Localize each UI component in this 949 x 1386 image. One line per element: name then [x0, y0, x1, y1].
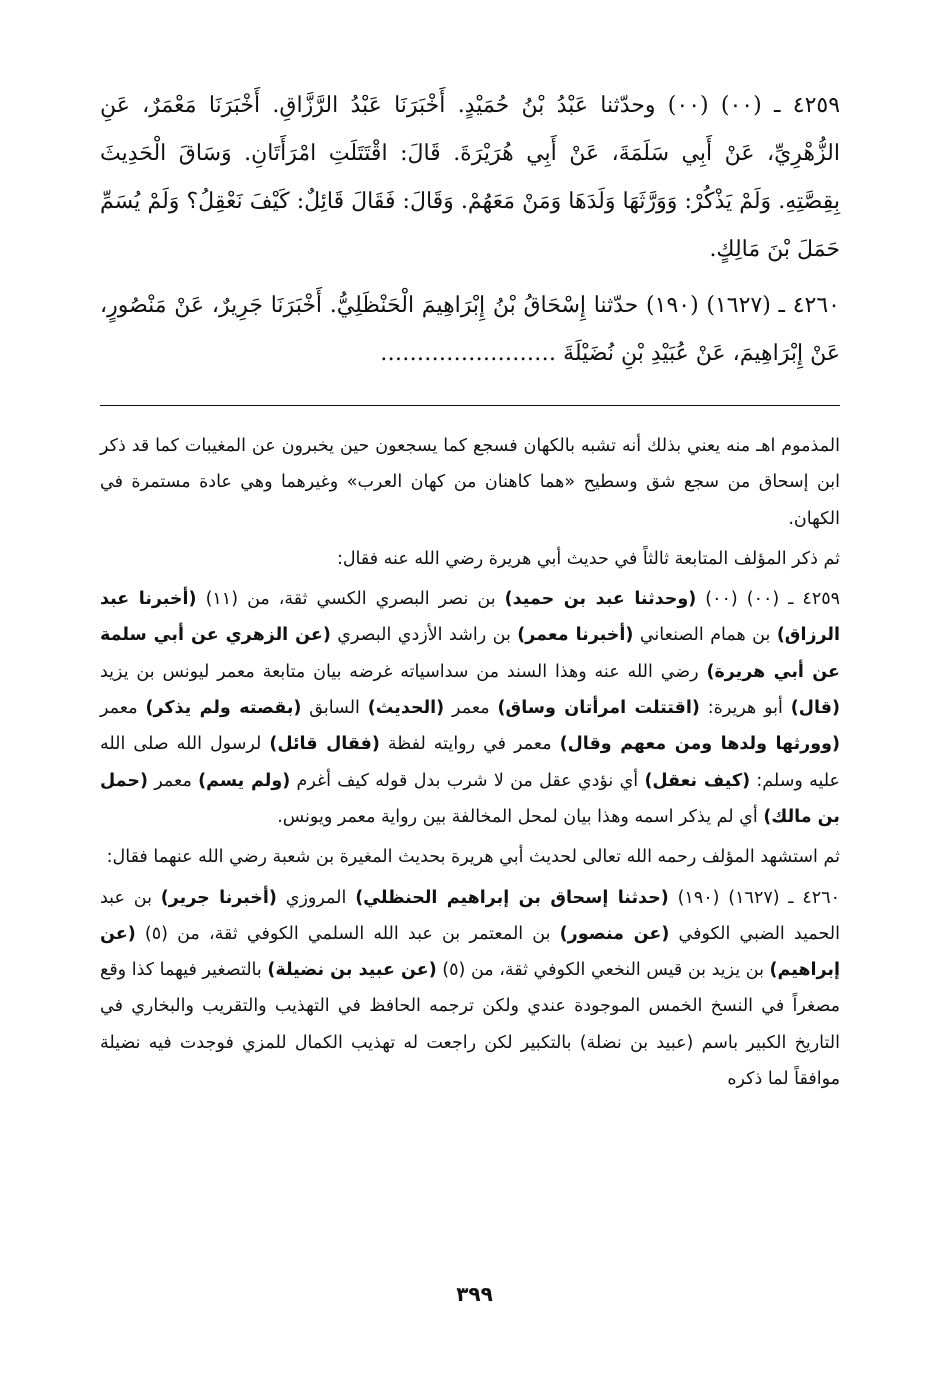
hadith-text-4259 [100, 82, 840, 274]
text-segment: معمر [100, 698, 146, 719]
text-segment: معمر [147, 770, 199, 791]
text-segment: أبو هريرة: [699, 698, 791, 719]
text-segment: بن راشد الأزدي البصري [330, 625, 518, 646]
text-segment: بن يزيد بن قيس النخعي الكوفي ثقة، من (٥) [436, 960, 770, 981]
commentary-paragraph [100, 581, 840, 835]
bold-quoted-text: (عن منصور) [559, 923, 670, 944]
text-segment: ٤٢٥٩ ـ (٠٠) (٠٠) [696, 589, 841, 610]
bold-quoted-text: (أخبرنا معمر) [517, 625, 634, 646]
bold-quoted-text: (كيف نعقل) [644, 770, 751, 791]
text-segment: معمر في روايته لفظة [379, 734, 560, 755]
bold-quoted-text: (حمل بن مالك) [100, 770, 840, 827]
text-segment: بن عبد الحميد الضبي الكوفي [100, 887, 841, 944]
bold-quoted-text: (بقصته ولم يذكر) [145, 698, 302, 719]
text-segment: ٤٢٦٠ ـ (١٦٢٧) (١٩٠) [668, 887, 841, 908]
bold-quoted-text: (أخبرنا عبد الرزاق) [100, 589, 840, 646]
bold-quoted-text: (فقال قائل) [269, 734, 380, 755]
text-segment: بن همام الصنعاني [633, 625, 777, 646]
bold-quoted-text: (اقتتلت امرأتان وساق) [497, 698, 700, 719]
text-segment: …………………… [380, 341, 557, 366]
text-segment: بن نصر البصري الكسي ثقة، من (١١) [196, 589, 505, 610]
text-segment: بالتصغير فيهما كذا وقع مصغراً في النسخ الخمس الموجودة عندي ولكن ترجمه الحافظ في التهذيب والتقريب والبخاري في التاريخ الكبير باسم (عبيد بن نضلة) بالتكبير لكن راجعت له تهذيب الكمال للمزي فوجدت فيه نضيلة موافقاً لما ذكره [100, 960, 840, 1090]
bold-quoted-text: (عن عبيد بن نضيلة) [267, 960, 437, 981]
bold-quoted-text: (أخبرنا جرير) [160, 887, 277, 908]
text-segment: لرسول الله صلى الله عليه وسلم: [100, 734, 840, 791]
text-segment: المذموم اهـ منه يعني بذلك أنه تشبه بالكهان فسجع كما يسجعون حين يخبرون عن المغيبات كما قد ذكر ابن إسحاق من سجع شق وسطيح «هما كاهنان من كهان العرب» وغيرهما وهي عادة مستمرة في الكهان. [100, 436, 840, 529]
commentary-paragraph [100, 541, 840, 577]
bold-quoted-text: (ولم يسم) [198, 770, 291, 791]
commentary-section [100, 428, 840, 1097]
bold-quoted-text: (عن الزهري عن أبي سلمة عن أبي هريرة) [100, 625, 841, 682]
bold-quoted-text: (الحديث) [367, 698, 445, 719]
text-segment: معمر [444, 698, 498, 719]
commentary-paragraph [100, 839, 840, 875]
text-segment: رضي الله عنه وهذا السند من سداسياته غرضه بيان متابعة معمر ليونس بن يزيد [100, 661, 707, 682]
bold-quoted-text: (وحدثنا عبد بن حميد) [504, 589, 697, 610]
text-segment: السابق [301, 698, 368, 719]
hadith-text-4260 [100, 282, 840, 378]
text-segment: ثم استشهد المؤلف رحمه الله تعالى لحديث أبي هريرة بحديث المغيرة بن شعبة رضي الله عنهما فقال: [106, 847, 840, 868]
bold-quoted-text: (عن إبراهيم) [100, 923, 840, 981]
commentary-paragraph [100, 428, 840, 537]
text-segment: أي نؤدي عقل من لا شرب بدل قوله كيف أغرم [290, 770, 645, 791]
text-segment: المروزي [276, 887, 356, 908]
commentary-paragraph [100, 880, 840, 1098]
footnote-separator-line [100, 405, 840, 406]
bold-quoted-text: (قال) [790, 698, 841, 719]
text-segment: بن المعتمر بن عبد الله السلمي الكوفي ثقة، من (٥) [135, 923, 560, 944]
text-segment: ٤٢٥٩ ـ (٠٠) (٠٠) وحدّثنا عَبْدُ بْنُ حُمَيْدٍ. أَخْبَرَنَا عَبْدُ الرَّزَّاقِ. أَخْبَرَنَا مَعْمَرٌ، عَنِ الزُّهْرِيِّ، عَنْ أَبِي سَلَمَةَ، عَنْ أَبِي هُرَيْرَةَ. قَالَ: اقْتَتَلَتِ امْرَأَتَانِ. وَسَاقَ الْحَدِيثَ بِقِصَّتِهِ. وَلَمْ يَذْكُرْ: وَوَرَّثَهَا وَلَدَهَا وَمَنْ مَعَهُمْ. وَقَالَ: فَقَالَ قَائِلٌ: كَيْفَ نَعْقِلُ؟ وَلَمْ يُسَمِّ حَمَلَ بْنَ مَالِكٍ. [100, 93, 841, 262]
bold-quoted-text: (حدثنا إسحاق بن إبراهيم الحنظلي) [355, 887, 669, 908]
text-segment: ثم ذكر المؤلف المتابعة ثالثاً في حديث أبي هريرة رضي الله عنه فقال: [336, 548, 840, 569]
text-segment: أي لم يذكر اسمه وهذا بيان لمحل المخالفة بين رواية معمر ويونس. [277, 806, 764, 827]
text-segment: ٤٢٦٠ ـ (١٦٢٧) (١٩٠) حدّثنا إِسْحَاقُ بْنُ إِبْرَاهِيمَ الْحَنْظَلِيُّ. أَخْبَرَنَا جَرِيرٌ، عَنْ مَنْصُورٍ، عَنْ إِبْرَاهِيمَ، عَنْ عُبَيْدِ بْنِ نُضَيْلَةَ [100, 293, 840, 366]
bold-quoted-text: (وورثها ولدها ومن معهم وقال) [559, 734, 840, 755]
page-number: ٣٩٩ [456, 1282, 493, 1306]
